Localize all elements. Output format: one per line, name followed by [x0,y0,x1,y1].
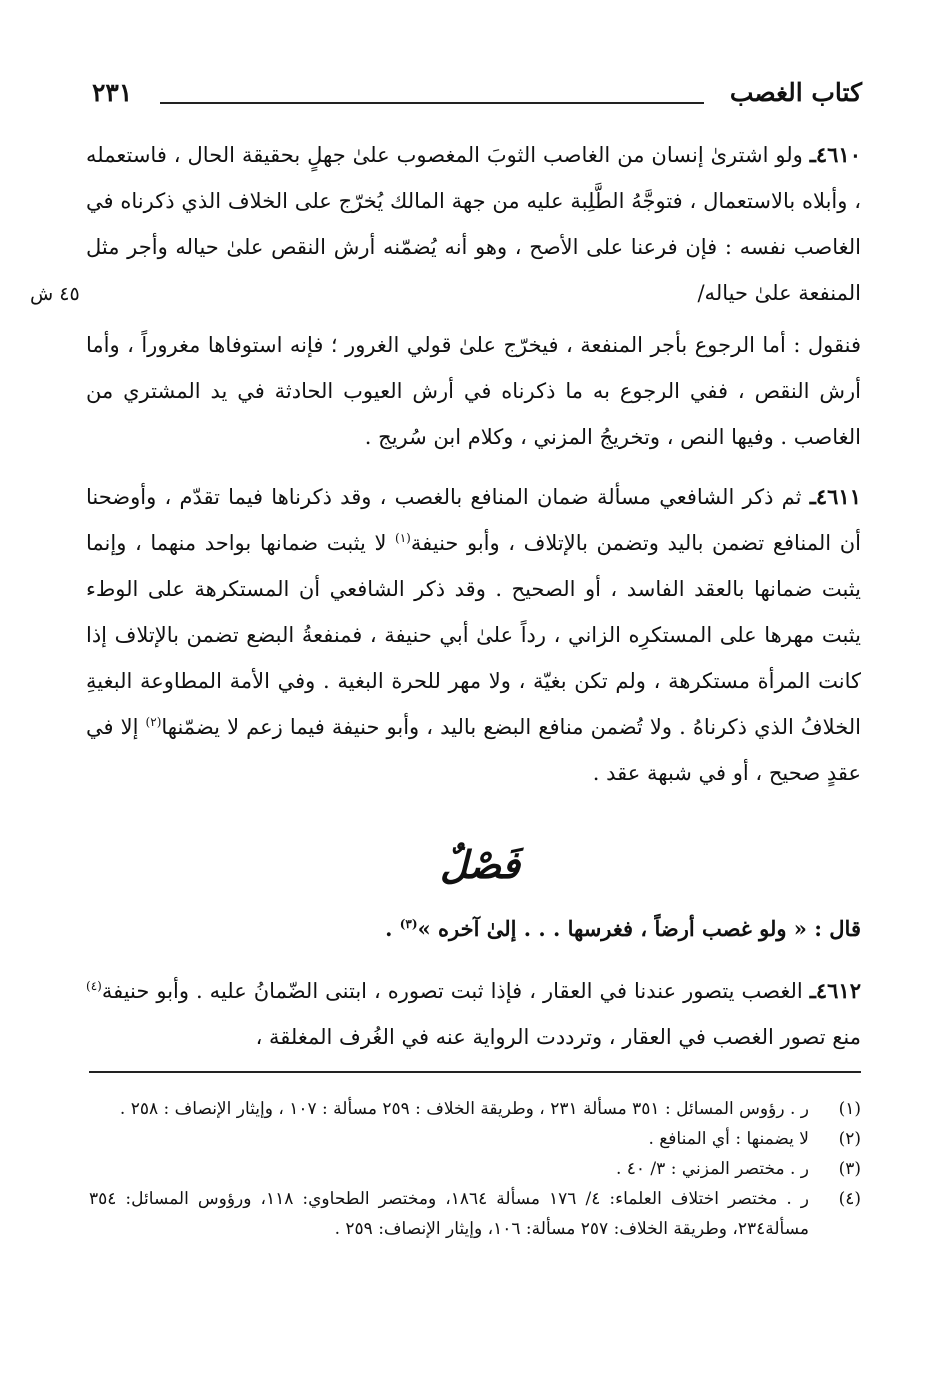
footnote-text: لا يضمنها : أي المنافع . [648,1129,809,1149]
footnote-ref-2[interactable]: (٢) [145,715,162,729]
footnote-text: ر . رؤوس المسائل : ٣٥١ مسألة ٢٣١ ، وطريقة الخلاف : ٢٥٩ مسألة : ١٠٧ ، وإيثار الإنصاف : ٢٥٨ . [119,1099,809,1119]
footnotes [89,1094,861,1244]
paragraph-text: ولو اشترىٰ إنسان من الغاصب الثوبَ المغصوب علىٰ جهلٍ بحقيقة الحال ، فاستعمله ، وأبلاه بالاستعمال ، فتوجَّهُ الطَّلِبة عليه من جهة المالك يُخرّج على الخلاف الذي ذكرناه في الغاصب نفسه : فإن فرعنا على الأصح ، وهو أنه يُضمّنه أرش النقص علىٰ حياله وأجر مثل المنفعة علىٰ حياله/ [86,143,861,305]
footnote-ref-1[interactable]: (١) [395,531,411,545]
footnote-number: (٣) [838,1159,861,1179]
section-heading: فَصْلٌ [440,842,520,887]
footnote-text: ر . مختصر اختلاف العلماء: ٤/ ١٧٦ مسألة ١٨٦٤، ومختصر الطحاوي: ١١٨، ورؤوس المسائل: ٣٥٤ مسألة٢٣٤، وطريقة الخلاف: ٢٥٧ مسألة: ١٠٦، وإيثار الإنصاف: ٢٥٩ . [89,1189,809,1239]
paragraph-continuation [86,322,861,460]
paragraph-text-b: منع تصور الغصب في العقار ، وترددت الرواية عنه في الغُرف المغلقة ، [255,1025,861,1049]
footnote-item [89,1184,861,1244]
quote-end: . [385,916,400,941]
chapter-title: كتاب الغصب [729,78,862,107]
footnote-number: (١) [838,1099,861,1119]
footnote-divider [89,1071,861,1073]
page-header [92,78,862,118]
quoted-statement [86,906,861,952]
paragraph-4610 [86,132,861,316]
footnote-ref-3[interactable]: (٣) [399,917,418,931]
paragraph-4612 [86,968,861,1060]
page-number: ٢٣١ [92,78,133,107]
paragraph-text: فنقول : أما الرجوع بأجر المنفعة ، فيخرّج علىٰ قولي الغرور ؛ فإنه استوفاها مغروراً ، وأما أرش النقص ، ففي الرجوع به ما ذكرناه في أرش العيوب الحادثة في يد المشتري من الغاصب . وفيها النص ، وتخريجُ المزني ، وكلام ابن سُريج . [86,333,861,449]
paragraph-4611 [86,474,861,796]
footnote-item [89,1094,861,1124]
paragraph-text-b: لا يثبت ضمانها بواحد منهما ، وإنما يثبت ضمانها بالعقد الفاسد ، أو الصحيح . وقد ذكر الشافعي أن المستكرهة على الوطء يثبت مهرها على المستكرِه الزاني ، رداً علىٰ أبي حنيفة ، فمنفعةُ البضع تضمن بالإتلاف إذا كانت المرأة مستكرهة ، ولم تكن بغيّة ، ولا مهر للحرة البغية . وفي الأمة المطاوعة البغيةِ الخلافُ الذي ذكرناهُ . ولا تُضمن منافع البضع باليد ، وأبو حنيفة فيما زعم لا يضمّنها [86,531,861,739]
header-rule [160,102,704,104]
footnote-ref-4[interactable]: (٤) [86,979,102,993]
paragraph-number: ٤٦١٠ـ [809,142,861,167]
footnote-item [89,1154,861,1184]
footnote-number: (٢) [838,1129,861,1149]
footnote-text: ر . مختصر المزني : ٣/ ٤٠ . [615,1159,809,1179]
paragraph-text-a: الغصب يتصور عندنا في العقار ، فإذا ثبت تصوره ، ابتنى الضّمانُ عليه . وأبو حنيفة [101,979,803,1003]
paragraph-text-c: إلا في عقدٍ صحيح ، أو في شبهة عقد . [86,715,861,785]
paragraph-number: ٤٦١١ـ [809,484,861,509]
paragraph-number: ٤٦١٢ـ [809,978,861,1003]
paragraph-text-a: ثم ذكر الشافعي مسألة ضمان المنافع بالغصب ، وقد ذكرناها فيما تقدّم ، وأوضحنا أن المنافع تضمن باليد وتضمن بالإتلاف ، وأبو حنيفة [86,485,861,555]
quote-text: قال : « ولو غصب أرضاً ، فغرسها . . . إلىٰ آخره » [417,916,861,941]
margin-note: ٤٥ ش [30,283,80,305]
footnote-number: (٤) [838,1189,861,1209]
footnote-item [89,1124,861,1154]
